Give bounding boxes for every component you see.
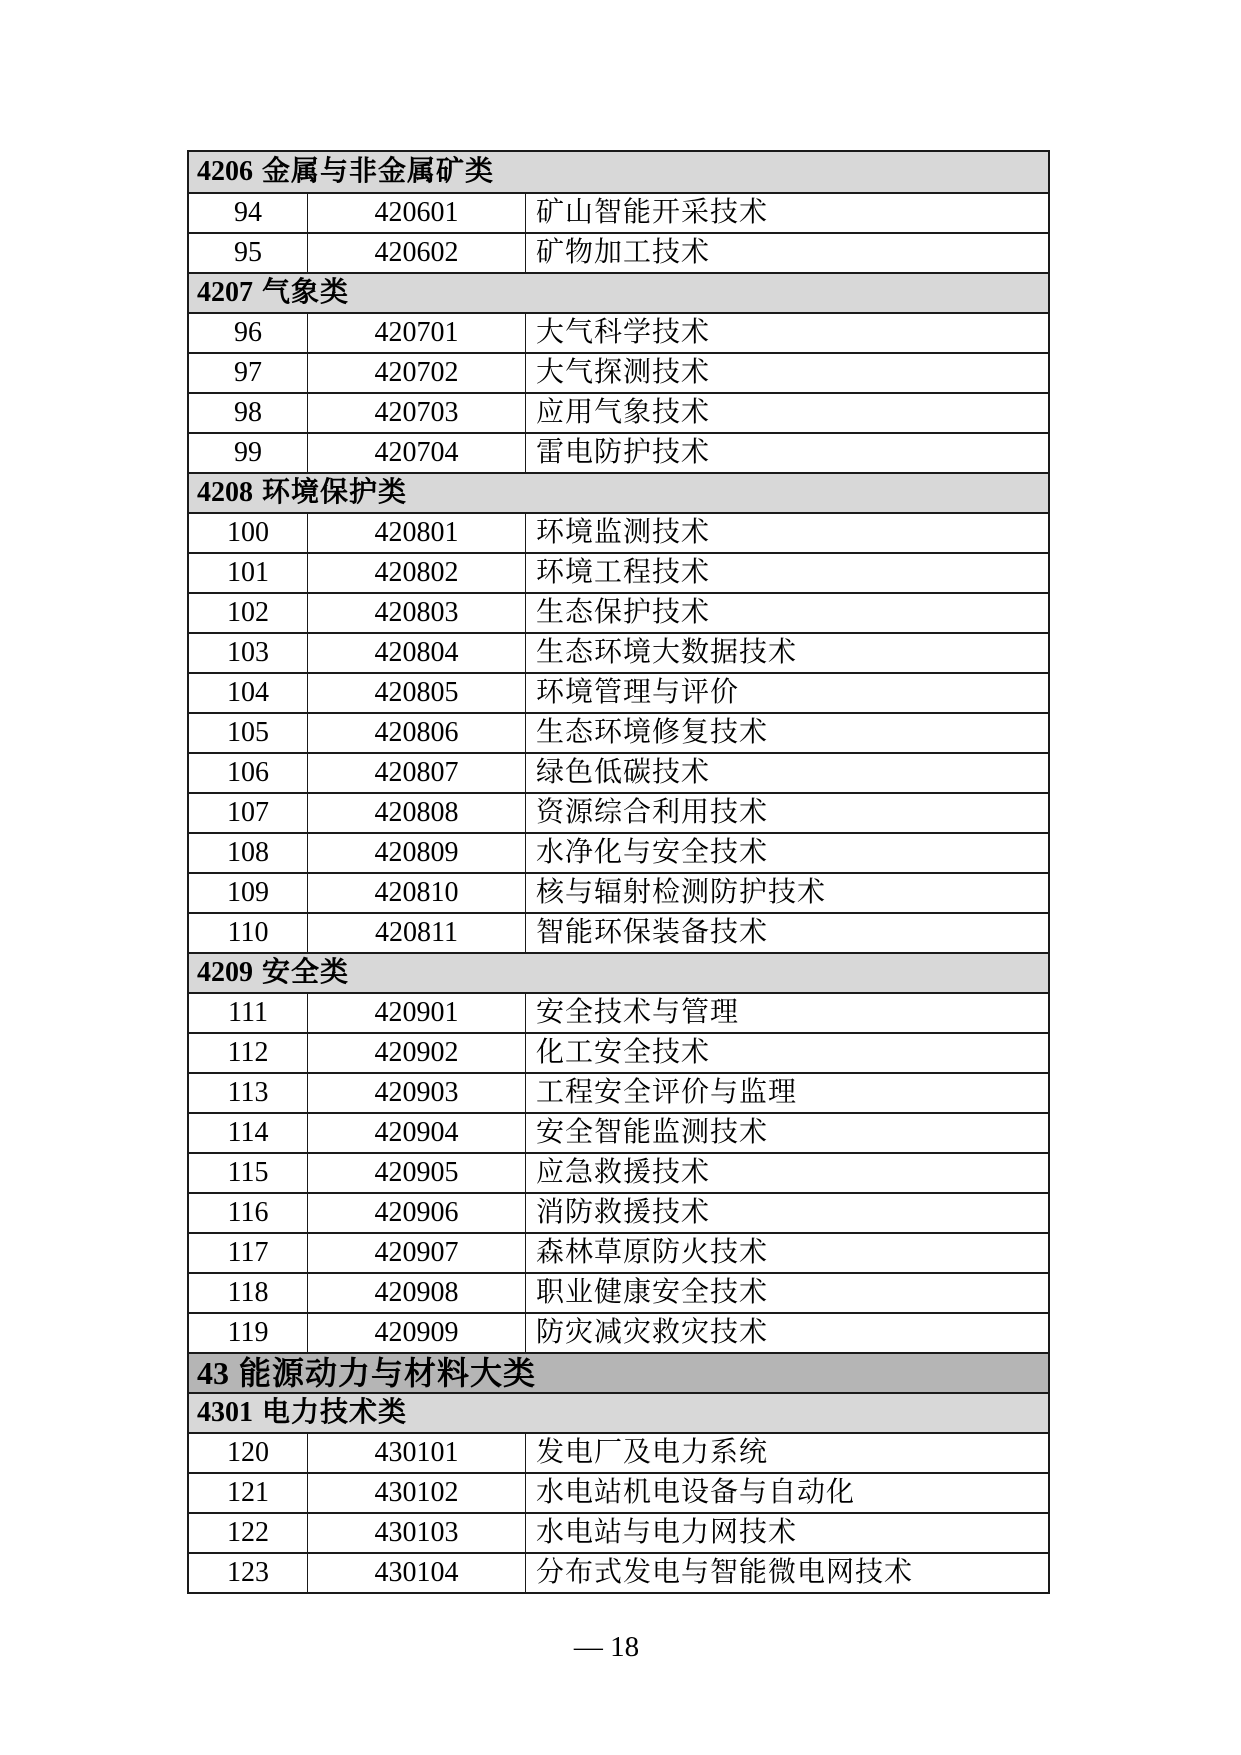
serial-number-cell: 123	[189, 1554, 308, 1592]
major-name-cell: 大气科学技术	[536, 317, 711, 348]
major-code-cell: 420804	[308, 634, 526, 672]
table-row	[189, 872, 1048, 912]
table-row	[189, 592, 1048, 632]
serial-number-cell: 105	[189, 714, 308, 752]
major-name-cell: 森林草原防火技术	[536, 1237, 769, 1268]
category-name: 安全类	[262, 957, 350, 988]
major-code-cell: 420903	[308, 1074, 526, 1112]
serial-number-cell: 114	[189, 1114, 308, 1152]
table-row	[189, 1312, 1048, 1352]
major-code-cell: 430103	[308, 1514, 526, 1552]
major-name-cell: 核与辐射检测防护技术	[536, 877, 827, 908]
category-code: 4206	[197, 156, 253, 187]
major-code-cell: 420908	[308, 1274, 526, 1312]
serial-number-cell: 95	[189, 234, 308, 272]
category-header-row	[189, 952, 1048, 992]
table-row	[189, 752, 1048, 792]
major-name-cell: 应用气象技术	[536, 397, 711, 428]
table-row	[189, 192, 1048, 232]
table-row	[189, 632, 1048, 672]
major-name-cell: 绿色低碳技术	[536, 757, 711, 788]
major-name-cell: 环境工程技术	[536, 557, 711, 588]
serial-number-cell: 98	[189, 394, 308, 432]
category-header-row	[189, 1392, 1048, 1432]
major-code-cell: 430101	[308, 1434, 526, 1472]
major-code-cell: 420905	[308, 1154, 526, 1192]
major-name-cell: 环境监测技术	[536, 517, 711, 548]
serial-number-cell: 107	[189, 794, 308, 832]
table-row	[189, 1112, 1048, 1152]
serial-number-cell: 115	[189, 1154, 308, 1192]
category-name: 金属与非金属矿类	[262, 156, 495, 187]
major-name-cell: 生态环境大数据技术	[536, 637, 798, 668]
table-row	[189, 832, 1048, 872]
class-code: 43	[197, 1355, 229, 1391]
major-code-cell: 420906	[308, 1194, 526, 1232]
serial-number-cell: 118	[189, 1274, 308, 1312]
serial-number-cell: 102	[189, 594, 308, 632]
table-row	[189, 1152, 1048, 1192]
table-row	[189, 512, 1048, 552]
table-row	[189, 552, 1048, 592]
table-row	[189, 1192, 1048, 1232]
major-code-cell: 420806	[308, 714, 526, 752]
table-row	[189, 912, 1048, 952]
class-name: 能源动力与材料大类	[239, 1355, 537, 1391]
major-name-cell: 智能环保装备技术	[536, 917, 769, 948]
major-name-cell: 消防救援技术	[536, 1197, 711, 1228]
major-code-cell: 420901	[308, 994, 526, 1032]
serial-number-cell: 94	[189, 194, 308, 232]
table-row	[189, 352, 1048, 392]
category-code: 4207	[197, 277, 253, 308]
major-code-cell: 420802	[308, 554, 526, 592]
major-code-cell: 420807	[308, 754, 526, 792]
table-row	[189, 232, 1048, 272]
table-row	[189, 1472, 1048, 1512]
major-name-cell: 资源综合利用技术	[536, 797, 769, 828]
major-name-cell: 化工安全技术	[536, 1037, 711, 1068]
serial-number-cell: 99	[189, 434, 308, 472]
serial-number-cell: 110	[189, 914, 308, 952]
major-name-cell: 工程安全评价与监理	[536, 1077, 798, 1108]
major-name-cell: 分布式发电与智能微电网技术	[536, 1557, 914, 1588]
table-row	[189, 1552, 1048, 1592]
serial-number-cell: 120	[189, 1434, 308, 1472]
table-row	[189, 1032, 1048, 1072]
serial-number-cell: 101	[189, 554, 308, 592]
major-code-cell: 420808	[308, 794, 526, 832]
major-code-cell: 420810	[308, 874, 526, 912]
category-name: 电力技术类	[262, 1397, 408, 1428]
serial-number-cell: 112	[189, 1034, 308, 1072]
major-code-cell: 430102	[308, 1474, 526, 1512]
major-name-cell: 矿物加工技术	[536, 237, 711, 268]
table-row	[189, 1072, 1048, 1112]
serial-number-cell: 108	[189, 834, 308, 872]
major-name-cell: 环境管理与评价	[536, 677, 740, 708]
major-code-cell: 420703	[308, 394, 526, 432]
major-code-cell: 420805	[308, 674, 526, 712]
class-header-row	[189, 1352, 1048, 1392]
major-name-cell: 防灾减灾救灾技术	[536, 1317, 769, 1348]
major-name-cell: 雷电防护技术	[536, 437, 711, 468]
major-code-cell: 420701	[308, 314, 526, 352]
page-number: — 18	[573, 1631, 640, 1663]
serial-number-cell: 117	[189, 1234, 308, 1272]
major-code-cell: 420909	[308, 1314, 526, 1352]
major-code-cell: 420904	[308, 1114, 526, 1152]
major-code-cell: 420704	[308, 434, 526, 472]
major-name-cell: 大气探测技术	[536, 357, 711, 388]
category-code: 4208	[197, 477, 253, 508]
table-row	[189, 992, 1048, 1032]
major-name-cell: 职业健康安全技术	[536, 1277, 769, 1308]
table-row	[189, 1512, 1048, 1552]
major-name-cell: 生态环境修复技术	[536, 717, 769, 748]
serial-number-cell: 111	[189, 994, 308, 1032]
category-code: 4301	[197, 1397, 253, 1428]
major-name-cell: 发电厂及电力系统	[536, 1437, 769, 1468]
serial-number-cell: 122	[189, 1514, 308, 1552]
major-code-cell: 420902	[308, 1034, 526, 1072]
category-header-row	[189, 472, 1048, 512]
major-code-cell: 420809	[308, 834, 526, 872]
table-row	[189, 1232, 1048, 1272]
major-code-cell: 420811	[308, 914, 526, 952]
major-name-cell: 水电站机电设备与自动化	[536, 1477, 856, 1508]
category-code: 4209	[197, 957, 253, 988]
major-name-cell: 安全技术与管理	[536, 997, 740, 1028]
major-name-cell: 安全智能监测技术	[536, 1117, 769, 1148]
table-row	[189, 672, 1048, 712]
table-row	[189, 312, 1048, 352]
table-row	[189, 1272, 1048, 1312]
category-header-row	[189, 152, 1048, 192]
table-row	[189, 432, 1048, 472]
table-row	[189, 712, 1048, 752]
serial-number-cell: 103	[189, 634, 308, 672]
major-code-cell: 420803	[308, 594, 526, 632]
specialty-catalog-table	[187, 150, 1050, 1594]
major-code-cell: 420702	[308, 354, 526, 392]
major-name-cell: 水电站与电力网技术	[536, 1517, 798, 1548]
category-header-row	[189, 272, 1048, 312]
serial-number-cell: 121	[189, 1474, 308, 1512]
major-code-cell: 420801	[308, 514, 526, 552]
major-name-cell: 生态保护技术	[536, 597, 711, 628]
major-code-cell: 420907	[308, 1234, 526, 1272]
major-name-cell: 矿山智能开采技术	[536, 197, 769, 228]
serial-number-cell: 97	[189, 354, 308, 392]
major-name-cell: 应急救援技术	[536, 1157, 711, 1188]
serial-number-cell: 119	[189, 1314, 308, 1352]
serial-number-cell: 96	[189, 314, 308, 352]
serial-number-cell: 116	[189, 1194, 308, 1232]
table-row	[189, 392, 1048, 432]
serial-number-cell: 104	[189, 674, 308, 712]
major-code-cell: 420602	[308, 234, 526, 272]
major-name-cell: 水净化与安全技术	[536, 837, 769, 868]
major-code-cell: 420601	[308, 194, 526, 232]
category-name: 环境保护类	[262, 477, 408, 508]
serial-number-cell: 100	[189, 514, 308, 552]
serial-number-cell: 113	[189, 1074, 308, 1112]
serial-number-cell: 109	[189, 874, 308, 912]
category-name: 气象类	[262, 277, 350, 308]
major-code-cell: 430104	[308, 1554, 526, 1592]
table-row	[189, 1432, 1048, 1472]
serial-number-cell: 106	[189, 754, 308, 792]
table-row	[189, 792, 1048, 832]
